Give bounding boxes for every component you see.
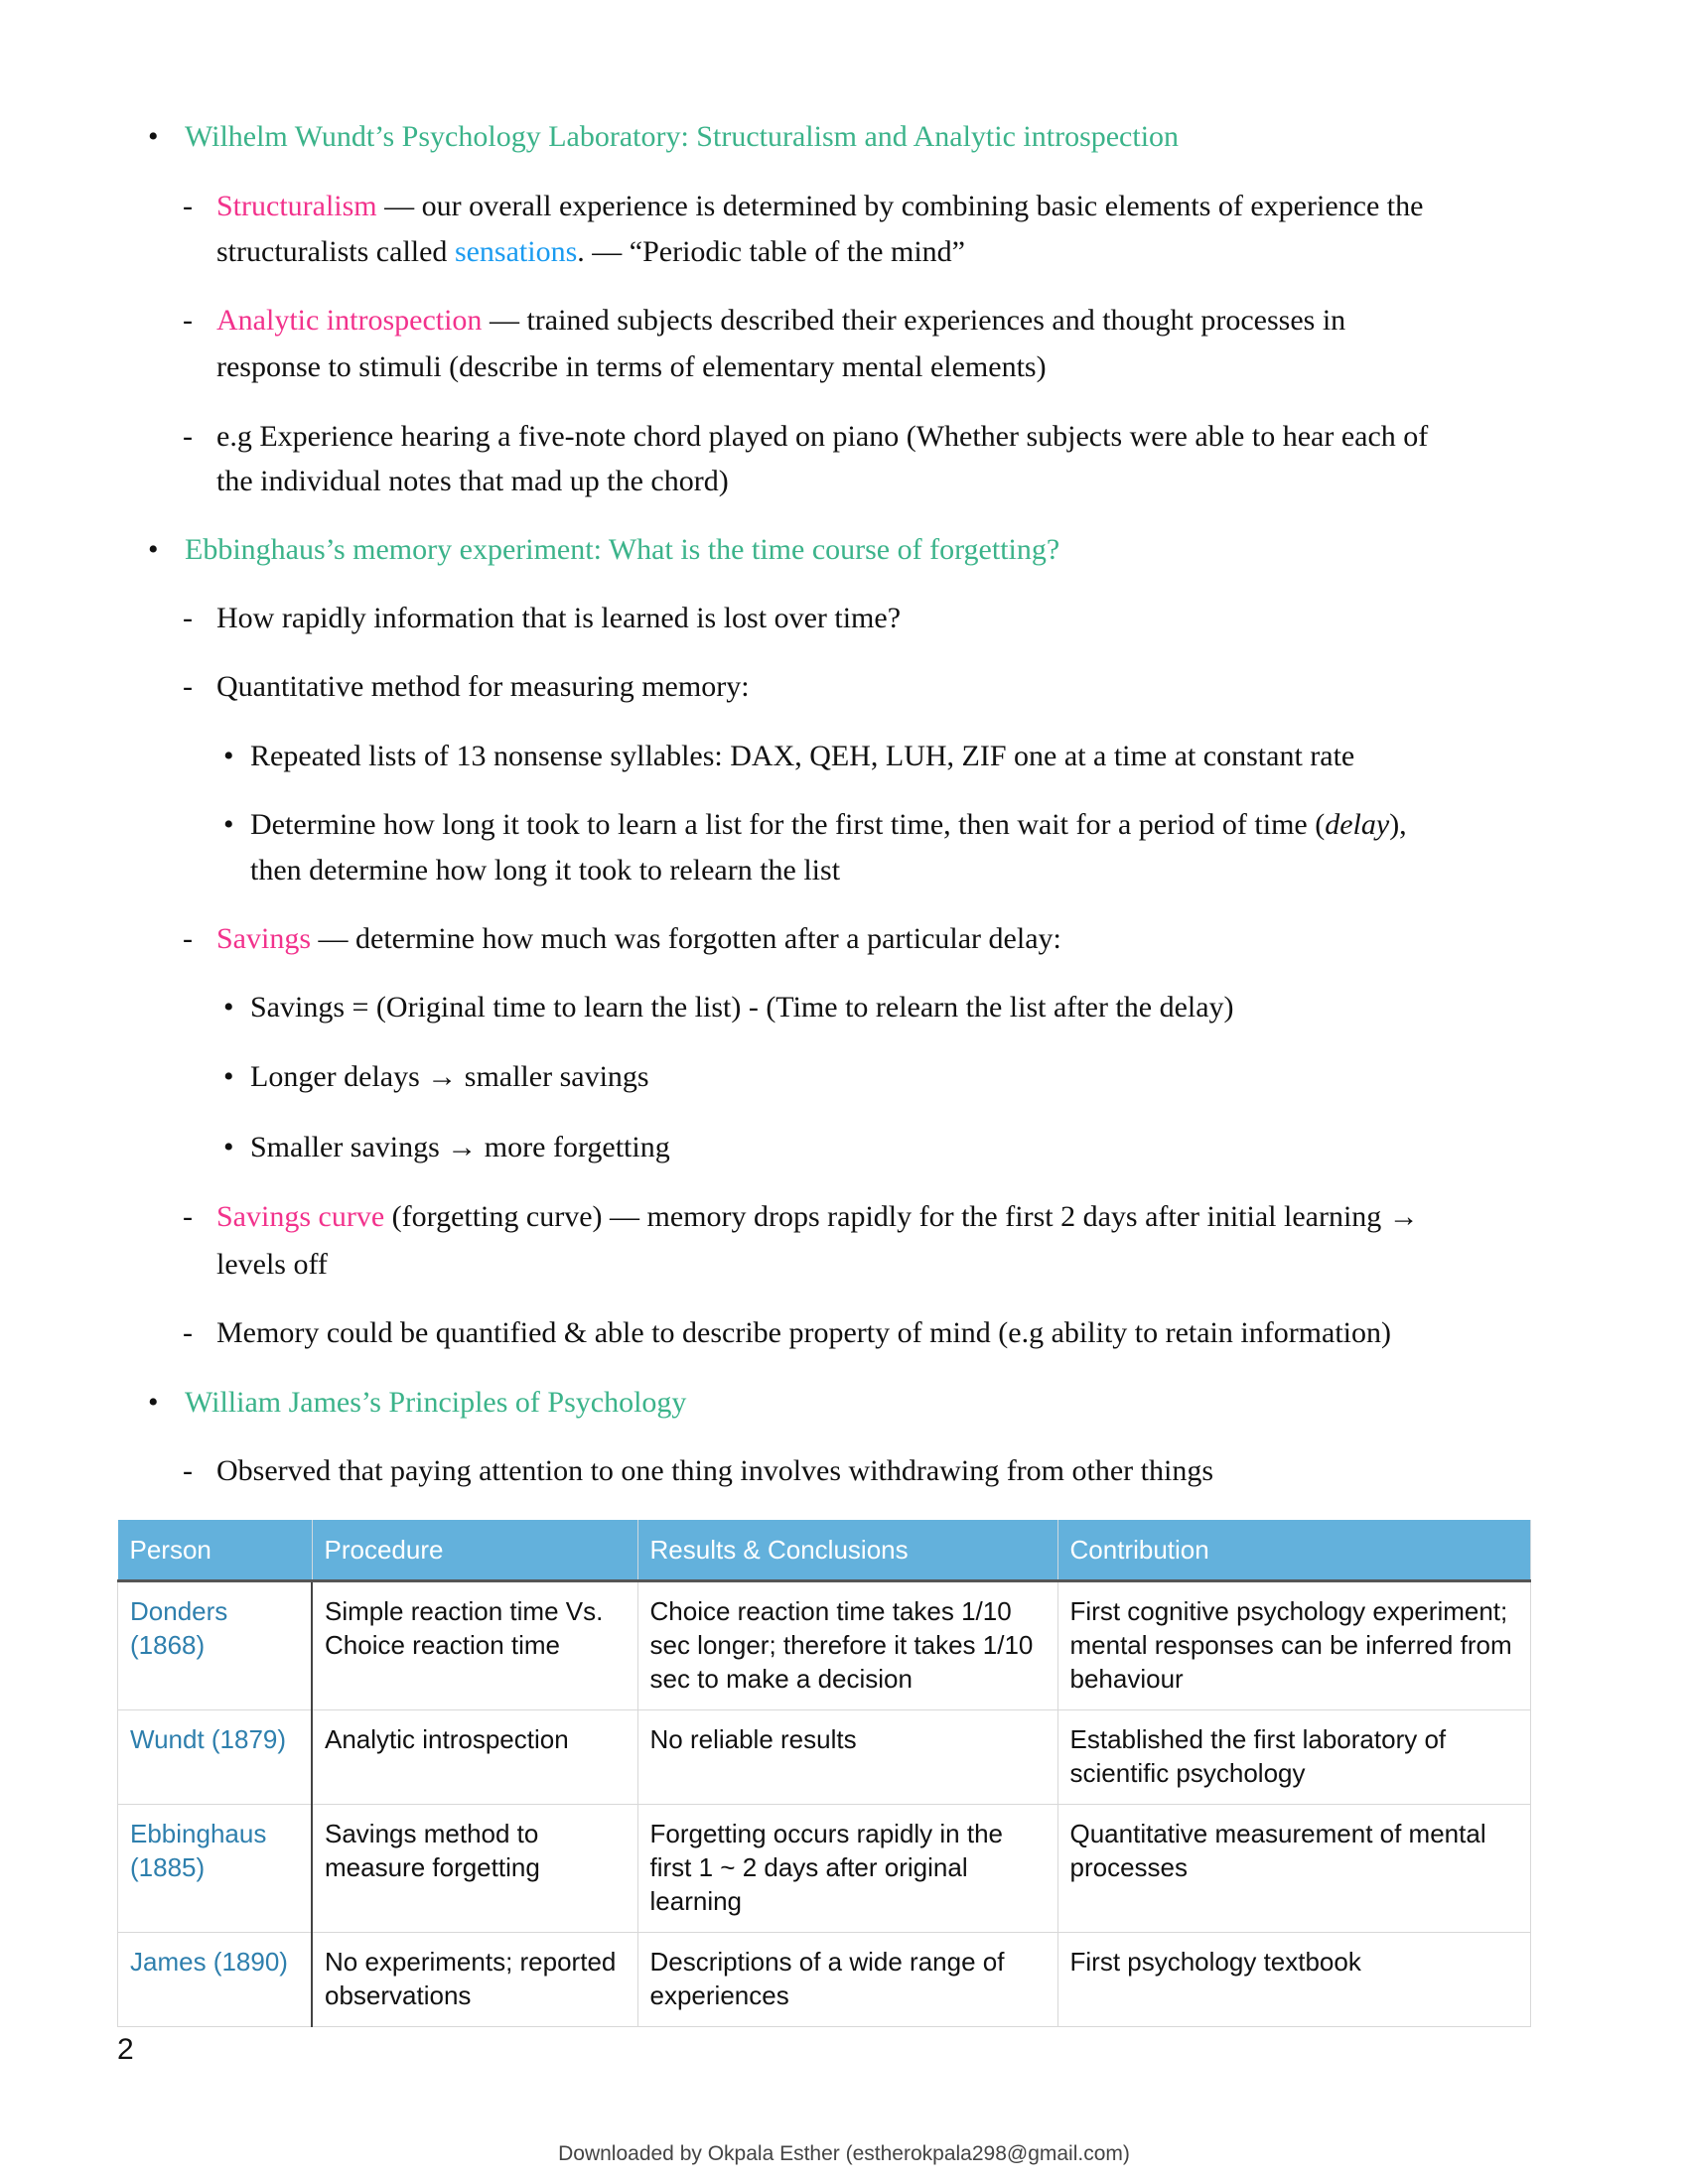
text: — trained subjects described their experiences and thought processes in <box>482 304 1346 337</box>
header-person: Person <box>118 1520 313 1581</box>
cell-contribution: First psychology textbook <box>1057 1933 1531 2027</box>
page-number: 2 <box>117 2033 134 2066</box>
term: Structuralism <box>216 190 377 222</box>
list-item: - Analytic introspection — trained subjects described their experiences and thought processes in <box>183 304 1346 337</box>
cell-contribution: Established the first laboratory of scientific psychology <box>1057 1710 1531 1805</box>
list-item: - Savings — determine how much was forgotten after a particular delay: <box>183 922 1061 955</box>
cell-results: Forgetting occurs rapidly in the first 1 ~ 2 days after original learning <box>637 1805 1057 1933</box>
text: Quantitative method for measuring memory: <box>216 670 750 703</box>
text: Observed that paying attention to one thing involves withdrawing from other things <box>216 1454 1213 1487</box>
summary-table <box>117 1520 1531 2027</box>
cell-person: Wundt (1879) <box>118 1710 313 1805</box>
section-heading: • Ebbinghaus’s memory experiment: What is the time course of forgetting? <box>148 533 1060 566</box>
list-item: - Savings curve (forgetting curve) — memory drops rapidly for the first 2 days after initial learning → <box>183 1200 1419 1233</box>
section-heading: • Wilhelm Wundt’s Psychology Laboratory: Structuralism and Analytic introspection <box>148 120 1180 153</box>
list-item: - How rapidly information that is learned is lost over time? <box>183 602 902 634</box>
sub-item: • Savings = (Original time to learn the list) - (Time to relearn the list after the delay) <box>223 991 1234 1024</box>
header-results: Results & Conclusions <box>637 1520 1057 1581</box>
table-row <box>118 1581 1531 1710</box>
heading-text: William James’s Principles of Psychology <box>185 1386 687 1419</box>
header-contribution: Contribution <box>1057 1520 1531 1581</box>
list-item: - Memory could be quantified & able to describe property of mind (e.g ability to retain information) <box>183 1316 1391 1349</box>
list-item-cont: response to stimuli (describe in terms of elementary mental elements) <box>216 350 1047 383</box>
emphasis: delay <box>1325 808 1390 841</box>
cell-results: Descriptions of a wide range of experiences <box>637 1933 1057 2027</box>
section-heading: • William James’s Principles of Psychology <box>148 1386 687 1419</box>
term: Analytic introspection <box>216 304 483 337</box>
cell-procedure: No experiments; reported observations <box>312 1933 637 2027</box>
table-row <box>118 1710 1531 1805</box>
term: Savings <box>216 922 312 955</box>
text: Savings = (Original time to learn the list) - (Time to relearn the list after the delay) <box>250 991 1234 1024</box>
header-procedure: Procedure <box>312 1520 637 1581</box>
list-item-cont <box>216 229 965 275</box>
footer: Downloaded by Okpala Esther (estherokpala298@gmail.com) <box>558 2142 1130 2165</box>
cell-procedure: Simple reaction time Vs. Choice reaction time <box>312 1581 637 1710</box>
list-item: - Observed that paying attention to one thing involves withdrawing from other things <box>183 1454 1213 1487</box>
text: — our overall experience is determined by combining basic elements of experience the <box>376 190 1424 222</box>
cell-person: Donders (1868) <box>118 1581 313 1710</box>
sub-item-cont: then determine how long it took to relearn the list <box>250 854 841 887</box>
term: Savings curve <box>216 1200 385 1233</box>
list-item: - Structuralism — our overall experience is determined by combining basic elements of experience the <box>183 190 1424 222</box>
text: structuralists called <box>216 235 455 268</box>
text: e.g Experience hearing a five-note chord played on piano (Whether subjects were able to hear each of <box>216 420 1429 453</box>
text: Memory could be quantified & able to describe property of mind (e.g ability to retain information) <box>216 1316 1391 1349</box>
cell-contribution: Quantitative measurement of mental processes <box>1057 1805 1531 1933</box>
text: Repeated lists of 13 nonsense syllables: DAX, QEH, LUH, ZIF one at a time at constant rate <box>250 740 1355 772</box>
table-row <box>118 1805 1531 1933</box>
cell-results: No reliable results <box>637 1710 1057 1805</box>
sub-item: • Longer delays → smaller savings <box>223 1060 649 1093</box>
sub-item: • Determine how long it took to learn a list for the first time, then wait for a period of time (delay), <box>223 808 1407 841</box>
cell-results: Choice reaction time takes 1/10 sec longer; therefore it takes 1/10 sec to make a decision <box>637 1581 1057 1710</box>
cell-procedure: Savings method to measure forgetting <box>312 1805 637 1933</box>
text: Longer delays → smaller savings <box>250 1060 649 1093</box>
cell-person: James (1890) <box>118 1933 313 2027</box>
cell-procedure: Analytic introspection <box>312 1710 637 1805</box>
text: How rapidly information that is learned is lost over time? <box>216 602 902 634</box>
text: (forgetting curve) — memory drops rapidly for the first 2 days after initial learning → <box>384 1200 1419 1233</box>
list-item: - Quantitative method for measuring memory: <box>183 670 750 703</box>
text: . — “Periodic table of the mind” <box>577 235 965 268</box>
text: — determine how much was forgotten after a particular delay: <box>311 922 1061 955</box>
sub-item: • Smaller savings → more forgetting <box>223 1131 670 1163</box>
text: Determine how long it took to learn a list for the first time, then wait for a period of time ( <box>250 808 1326 841</box>
list-item-cont: the individual notes that mad up the chord) <box>216 465 729 497</box>
cell-contribution: First cognitive psychology experiment; mental responses can be inferred from behaviour <box>1057 1581 1531 1710</box>
table-row <box>118 1933 1531 2027</box>
text: ), <box>1389 808 1407 841</box>
heading-text: Ebbinghaus’s memory experiment: What is the time course of forgetting? <box>185 533 1060 566</box>
list-item: - e.g Experience hearing a five-note chord played on piano (Whether subjects were able to hear each of <box>183 420 1429 453</box>
cell-person: Ebbinghaus (1885) <box>118 1805 313 1933</box>
sub-item: • Repeated lists of 13 nonsense syllables: DAX, QEH, LUH, ZIF one at a time at constant rate <box>223 740 1355 772</box>
heading-text: Wilhelm Wundt’s Psychology Laboratory: Structuralism and Analytic introspection <box>185 120 1180 153</box>
text: Smaller savings → more forgetting <box>250 1131 670 1163</box>
table-header-row <box>118 1520 1531 1581</box>
term-link: sensations <box>454 235 578 268</box>
list-item-cont: levels off <box>216 1248 328 1281</box>
